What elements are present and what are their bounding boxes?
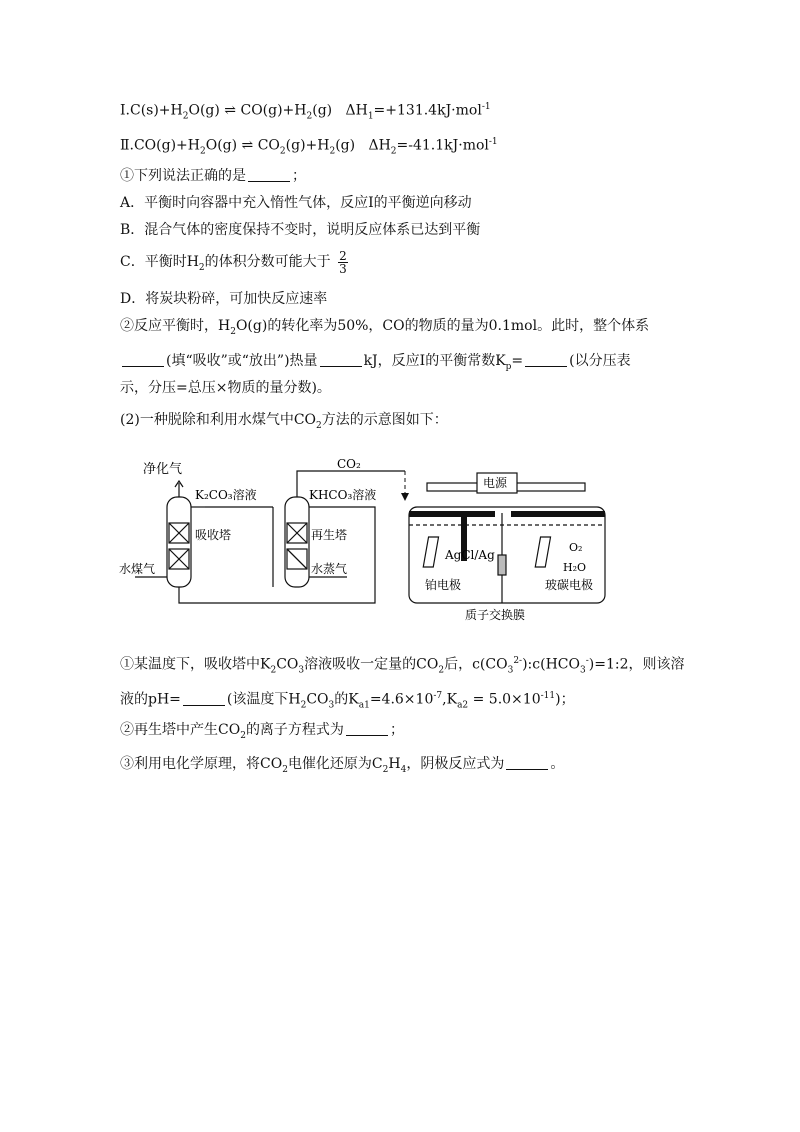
co2-flow-label: CO₂ xyxy=(337,457,361,471)
q3-line-2: 液的pH= (该温度下$H_2CO_3$的$K_{a1}=4.6\times 10^{-7},K_{a2} = 5.0\times 10^{-11}$)； xyxy=(120,691,575,711)
o2-label: O₂ xyxy=(569,541,583,554)
power-label: 电源 xyxy=(483,476,508,490)
agcl-label: AgCl/Ag xyxy=(445,548,495,562)
k2co3-label: K₂CO₃溶液 xyxy=(195,488,257,502)
water-gas-label: 水煤气 xyxy=(119,562,156,576)
q2-line-1: ②反应平衡时，$H_2O(g)$的转化率为50%，CO的物质的量为0.1mol。此时，整个体系 xyxy=(120,318,650,337)
absorber-label: 吸收塔 xyxy=(195,528,232,542)
membrane-label: 质子交换膜 xyxy=(465,608,526,622)
answer-blank xyxy=(248,167,290,182)
answer-blank xyxy=(183,691,225,706)
reaction-1: $Ⅰ.C(s)+H_2O(g)$ ⇌ $CO(g)+H_2(g)$ $\Delta H_1=+131.4kJ\cdot mol^{-1}$ xyxy=(120,102,491,122)
q1-option-c: C．平衡时$H_2$的体积分数可能大于 $\frac{2}{3}$ xyxy=(120,248,347,276)
q3-line-1: ①某温度下，吸收塔中$K_2CO_3$溶液吸收一定量的$CO_2$后，$c(CO_3^{2-}):c(HCO_3^-)=1:2$，则该溶 xyxy=(120,656,685,676)
answer-blank xyxy=(525,352,567,367)
q1-option-b: B．混合气体的密度保持不变时，说明反应体系已达到平衡 xyxy=(120,222,481,238)
process-diagram xyxy=(115,455,615,625)
khco3-label: KHCO₃溶液 xyxy=(309,488,377,502)
answer-blank xyxy=(122,352,164,367)
answer-blank xyxy=(506,755,548,770)
answer-blank xyxy=(346,721,388,736)
q1-option-d: D．将炭块粉碎，可加快反应速率 xyxy=(120,291,328,307)
fraction: $\frac{2}{3}$ xyxy=(339,248,347,276)
q1-prompt: ①下列说法正确的是 ； xyxy=(120,168,306,184)
clean-gas-label: 净化气 xyxy=(143,462,183,477)
q1-option-a: A．平衡时向容器中充入惰性气体，反应Ⅰ的平衡逆向移动 xyxy=(120,195,472,211)
gc-electrode-label: 玻碳电极 xyxy=(545,578,594,592)
q2-line-3: 示，分压=总压×物质的量分数)。 xyxy=(120,380,331,396)
part2-intro: (2)一种脱除和利用水煤气中$CO_2$方法的示意图如下： xyxy=(120,412,448,431)
answer-blank xyxy=(320,352,362,367)
steam-label: 水蒸气 xyxy=(311,562,348,576)
pt-electrode-label: 铂电极 xyxy=(425,578,462,592)
reaction-2: $Ⅱ.CO(g)+H_2O(g)$ ⇌ $CO_2(g)+H_2(g)$ $\Delta H_2=-41.1kJ\cdot mol^{-1}$ xyxy=(120,137,498,157)
h2o-label: H₂O xyxy=(563,561,587,574)
q4-line: ②再生塔中产生$CO_2$的离子方程式为 ； xyxy=(120,722,404,741)
q5-line: ③利用电化学原理，将$CO_2$电催化还原为$C_2H_4$，阴极反应式为 。 xyxy=(120,756,565,775)
regenerator-label: 再生塔 xyxy=(311,528,348,542)
q2-line-2: (填“吸收”或“放出”)热量 kJ，反应Ⅰ的平衡常数$K_p=$ (以分压表 xyxy=(120,351,631,377)
